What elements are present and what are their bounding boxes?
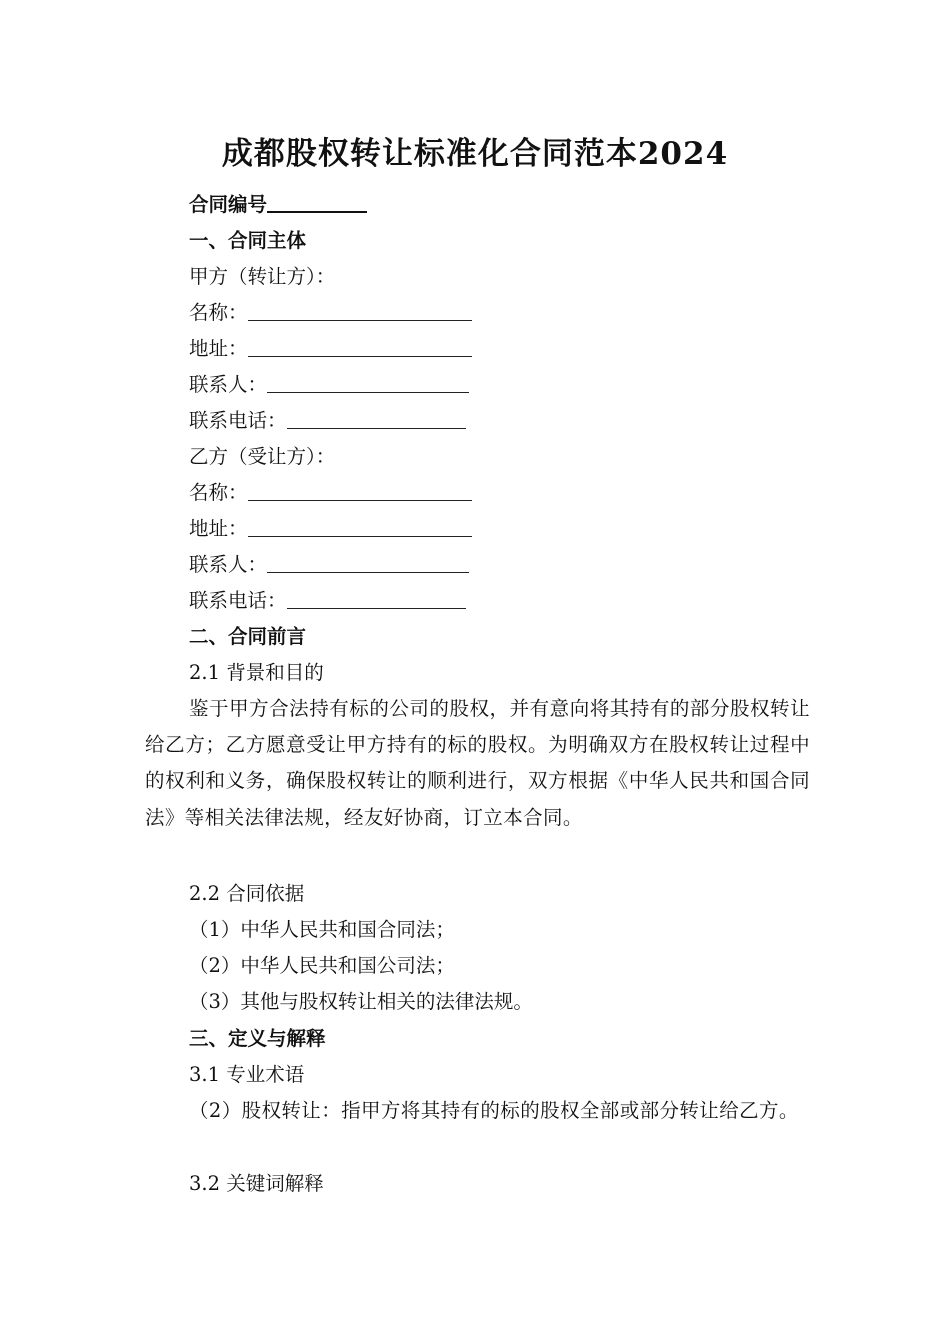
party-a-contact-blank (267, 372, 469, 393)
section-1-heading: 一、合同主体 (189, 229, 307, 252)
party-b-contact-blank (267, 552, 469, 573)
party-a-phone-row (189, 403, 466, 439)
party-b-phone-row (189, 583, 466, 619)
party-b-phone-blank (287, 588, 466, 609)
party-b-heading: 乙方（受让方）： (189, 445, 336, 468)
party-b-phone-label: 联系电话： (189, 589, 287, 612)
party-a-name-label: 名称： (189, 301, 248, 324)
party-a-phone-label: 联系电话： (189, 409, 287, 432)
party-b-address-row (189, 511, 472, 547)
party-a-phone-blank (287, 408, 466, 429)
party-a-heading: 甲方（转让方）： (189, 265, 336, 288)
party-a-name-blank (248, 300, 472, 321)
contract-number-label: 合同编号 (189, 193, 268, 216)
section-2-heading: 二、合同前言 (189, 625, 307, 648)
basis-item-1: （1）中华人民共和国合同法； (189, 918, 455, 941)
party-a-address-row (189, 331, 472, 367)
basis-item-3: （3）其他与股权转让相关的法律法规。 (189, 990, 533, 1013)
subsection-2-2: 2.2 合同依据 (189, 882, 305, 905)
party-a-contact-label: 联系人： (189, 373, 268, 396)
party-a-name-row (189, 295, 472, 331)
party-b-address-label: 地址： (189, 517, 248, 540)
party-b-contact-label: 联系人： (189, 553, 268, 576)
contract-number-row (189, 187, 367, 223)
section-3-heading: 三、定义与解释 (189, 1027, 326, 1050)
party-b-name-blank (248, 480, 472, 501)
party-a-address-label: 地址： (189, 337, 248, 360)
document-title: 成都股权转让标准化合同范本2024 (221, 136, 729, 172)
party-b-contact-row (189, 547, 469, 583)
party-a-address-blank (248, 336, 472, 357)
contract-number-blank (267, 191, 367, 213)
party-b-name-label: 名称： (189, 481, 248, 504)
subsection-2-1: 2.1 背景和目的 (189, 661, 324, 684)
definition-paragraph: （2）股权转让：指甲方将其持有的标的股权全部或部分转让给乙方。 (189, 1099, 799, 1122)
basis-item-2: （2）中华人民共和国公司法； (189, 954, 455, 977)
party-b-name-row (189, 475, 472, 511)
party-a-contact-row (189, 367, 469, 403)
subsection-3-1: 3.1 专业术语 (189, 1063, 305, 1086)
background-paragraph: 鉴于甲方合法持有标的公司的股权，并有意向将其持有的部分股权转让给乙方；乙方愿意受让甲方持有的标的股权。为明确双方在股权转让过程中的权利和义务，确保股权转让的顺利进行，双方根据《中华人民共和国合同法》等相关法律法规，经友好协商，订立本合同。 (145, 697, 810, 829)
subsection-3-2: 3.2 关键词解释 (189, 1172, 324, 1195)
party-b-address-blank (248, 516, 472, 537)
